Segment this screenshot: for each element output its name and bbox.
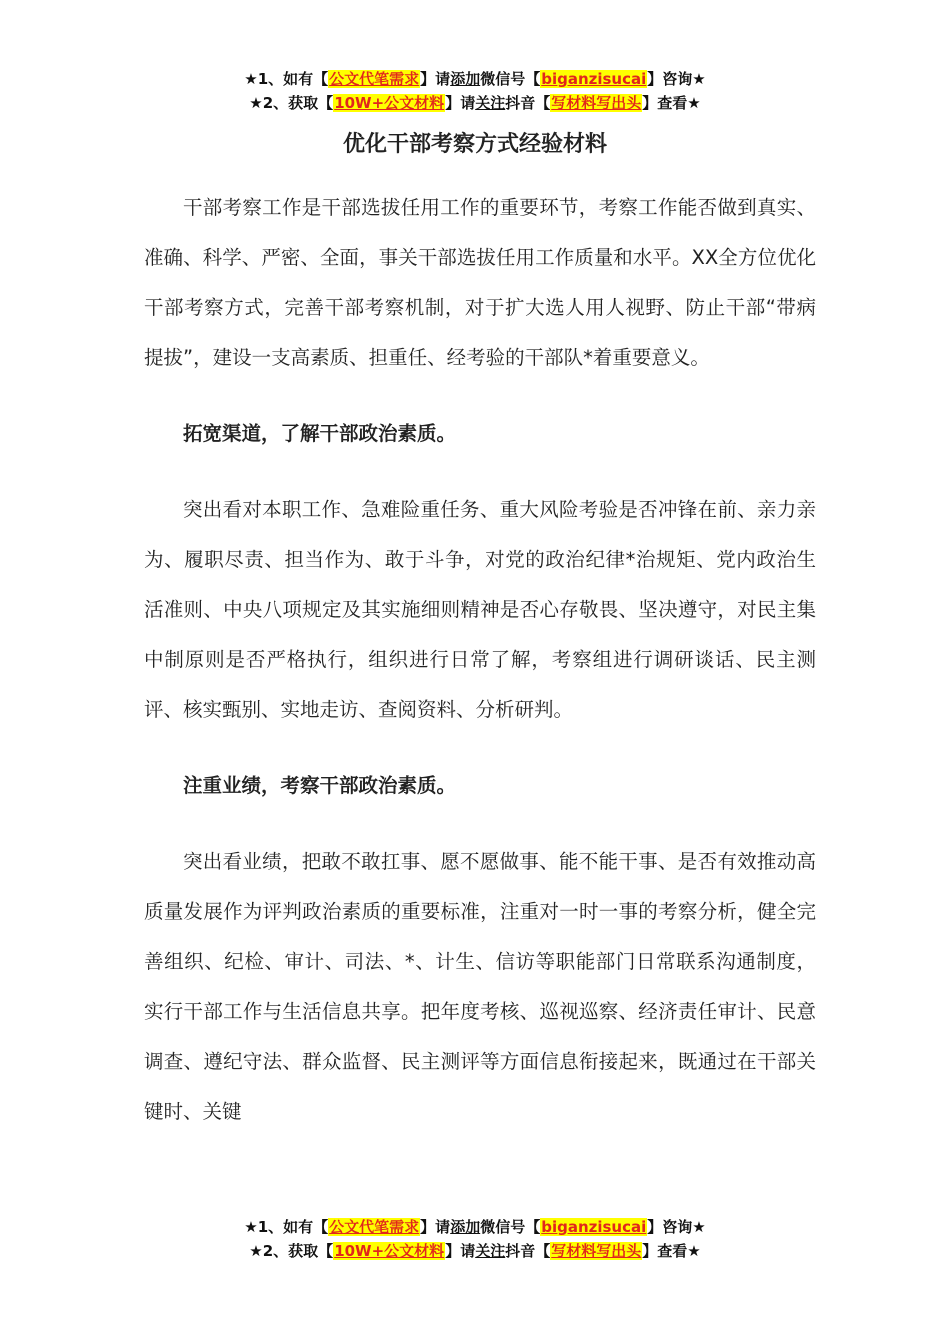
footer-highlight-service: 公文代笔需求 — [329, 1218, 420, 1236]
document-body — [144, 183, 816, 1163]
header-banner — [0, 67, 950, 115]
paragraph-section-1: 突出看对本职工作、急难险重任务、重大风险考验是否冲锋在前、亲力亲为、履职尽责、担当作为、敢于斗争，对党的政治纪律*治规矩、党内政治生活准则、中央八项规定及其实施细则精神是否心存敬畏、坚决遵守，对民主集中制原则是否严格执行，组织进行日常了解，考察组进行调研谈话、民主测评、核实甄别、实地走访、查阅资料、分析研判。 — [144, 498, 816, 721]
banner-highlight-materials: 10W+公文材料 — [334, 94, 445, 112]
section-heading-1: 拓宽渠道，了解干部政治素质。 — [183, 422, 457, 445]
document-title: 优化干部考察方式经验材料 — [342, 132, 607, 157]
footer-banner — [0, 1215, 950, 1263]
banner-highlight-wechat-id: biganzisucai — [541, 70, 647, 88]
footer-highlight-materials: 10W+公文材料 — [334, 1242, 445, 1260]
banner-line-2: ★2、获取【10W+公文材料】请关注抖音【写材料写出头】查看★ — [249, 94, 701, 112]
paragraph-intro: 干部考察工作是干部选拔任用工作的重要环节，考察工作能否做到真实、准确、科学、严密、全面，事关干部选拔任用工作质量和水平。XX全方位优化干部考察方式，完善干部考察机制，对于扩大选人用人视野、防止干部“带病提拔”，建设一支高素质、担重任、经考验的干部队*着重要意义。 — [144, 196, 816, 369]
footer-banner-line-2: ★2、获取【10W+公文材料】请关注抖音【写材料写出头】查看★ — [249, 1242, 701, 1260]
footer-highlight-douyin: 写材料写出头 — [551, 1242, 642, 1260]
banner-line-1: ★1、如有【公文代笔需求】请添加微信号【biganzisucai】咨询★ — [244, 70, 706, 88]
footer-highlight-wechat-id: biganzisucai — [541, 1218, 647, 1236]
paragraph-section-2: 突出看业绩，把敢不敢扛事、愿不愿做事、能不能干事、是否有效推动高质量发展作为评判政治素质的重要标准，注重对一时一事的考察分析，健全完善组织、纪检、审计、司法、*、计生、信访等职能部门日常联系沟通制度，实行干部工作与生活信息共享。把年度考核、巡视巡察、经济责任审计、民意调查、遵纪守法、群众监督、民主测评等方面信息衔接起来，既通过在干部关键时、关键 — [144, 850, 816, 1123]
banner-highlight-douyin: 写材料写出头 — [551, 94, 642, 112]
banner-highlight-service: 公文代笔需求 — [329, 70, 420, 88]
section-heading-2: 注重业绩，考察干部政治素质。 — [183, 774, 457, 797]
footer-banner-line-1: ★1、如有【公文代笔需求】请添加微信号【biganzisucai】咨询★ — [244, 1218, 706, 1236]
